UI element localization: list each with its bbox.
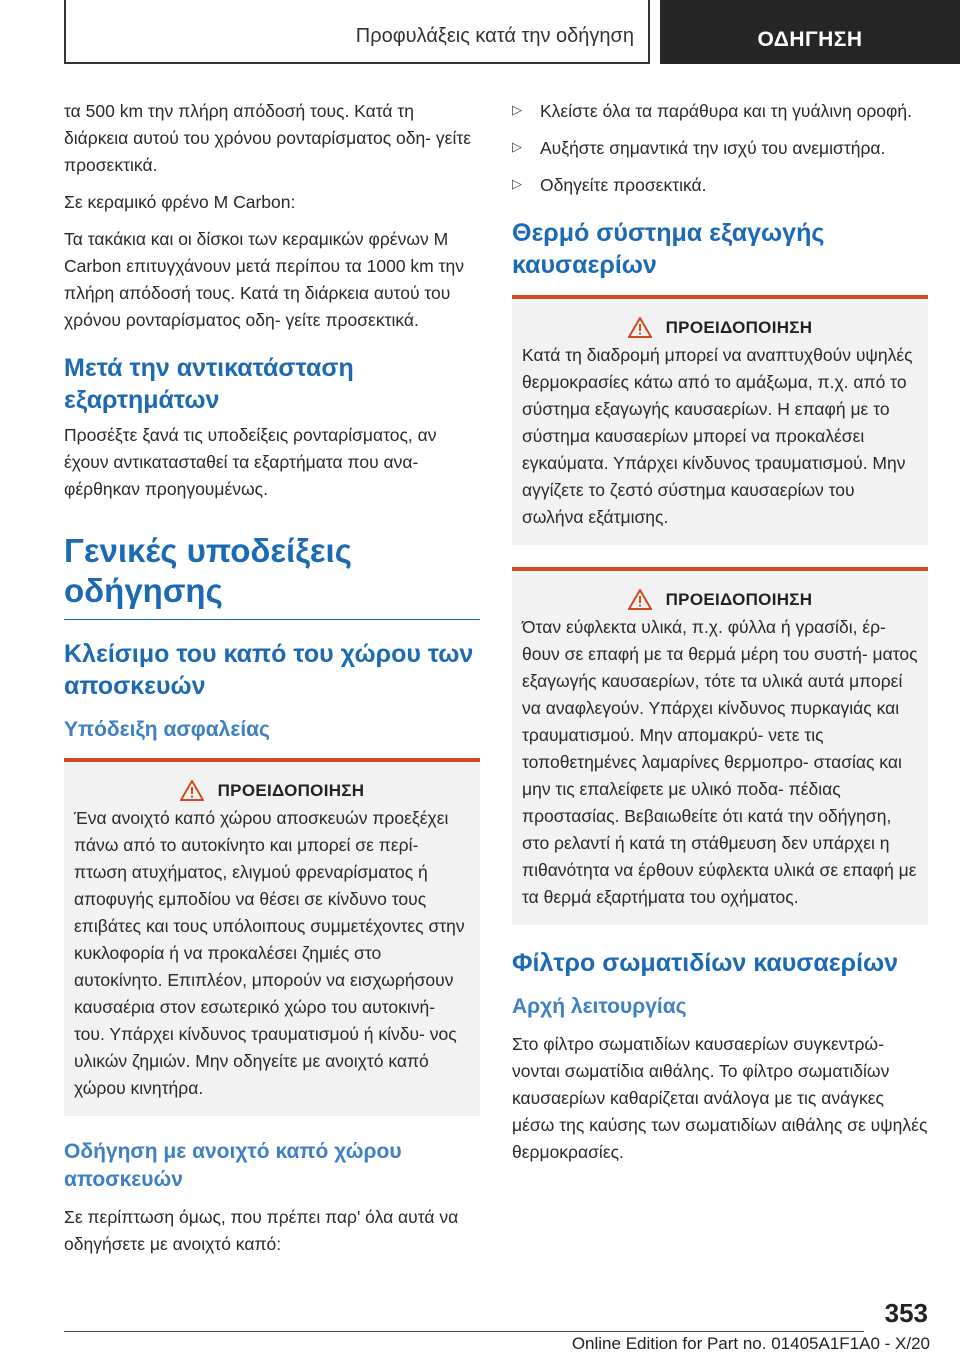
footer-divider — [64, 1331, 864, 1332]
list-item — [512, 98, 928, 125]
heading-safety-note: Υπόδειξη ασφαλείας — [64, 718, 270, 741]
warning-box — [512, 295, 928, 545]
heading-general-driving: Γενικές υποδείξεις οδήγησης — [64, 531, 480, 620]
heading-particle-filter: Φίλτρο σωματιδίων καυσαερίων — [512, 949, 899, 977]
warning-title — [74, 780, 470, 801]
list-item-text: Οδηγείτε προσεκτικά. — [540, 175, 707, 195]
heading-operating-principle: Αρχή λειτουργίας — [512, 995, 687, 1018]
list-item — [512, 135, 928, 162]
warning-triangle-icon — [180, 780, 204, 801]
bullet-triangle-icon: ▷ — [512, 139, 522, 154]
list-item-text: Κλείστε όλα τα παράθυρα και τη γυάλινη οροφή. — [540, 101, 912, 121]
list-item-text: Αυξήστε σημαντικά την ισχύ του ανεμιστήρα. — [540, 138, 886, 158]
paragraph: Στο φίλτρο σωματιδίων καυσαερίων συγκεντρώ‐ νονται σωματίδια αιθάλης. Το φίλτρο σωματιδίων καυσαερίων καθαρίζεται ανάλογα με τις ανάγκες μέσω της καύσης των σωματιδίων αιθάλης σε υψηλές θερμοκρασίες. — [512, 1034, 928, 1162]
warning-title — [522, 589, 918, 610]
chapter-tab — [660, 0, 960, 64]
heading-hot-exhaust: Θερμό σύστημα εξαγωγής καυσαερίων — [512, 219, 825, 279]
heading-trunk-closing: Κλείσιμο του καπό του χώρου των αποσκευών — [64, 640, 474, 700]
warning-text: Κατά τη διαδρομή μπορεί να αναπτυχθούν υψηλές θερμοκρασίες κάτω από το αμάξωμα, π.χ. από το σύστημα εξαγωγής καυσαερίων. Η επαφή με το σύστημα καυσαερίων μπορεί να προκαλέσει εγκαύματα. Υπάρχει κίνδυνος τραυματισμού. Μην αγγίζετε το ζεστό σύστημα καυσαερίων του σωλήνα εξάτμισης. — [522, 345, 913, 527]
heading-open-trunk-driving: Οδήγηση με ανοιχτό καπό χώρου αποσκευών — [64, 1140, 402, 1191]
warning-title-text: ΠΡΟΕΙΔΟΠΟΙΗΣΗ — [665, 317, 813, 337]
paragraph: Τα τακάκια και οι δίσκοι των κεραμικών φρένων M Carbon επιτυγχάνουν μετά περίπου τα 1000 km την πλήρη απόδοσή τους. Κατά τη διάρκεια αυτού του χρόνου ρονταρίσματος οδη‐ γείτε προσεκτικά. — [64, 229, 465, 330]
warning-text: Ένα ανοιχτό καπό χώρου αποσκευών προεξέχει πάνω από το αυτοκίνητο και μπορεί σε περί‐ πτωση ατυχήματος, ελιγμού φρεναρίσματος ή αποφυγής εμποδίου να θέσει σε κίνδυνο τους επιβάτες και τους υπόλοιπους συμμετέχοντες στην κυκλοφορία ή να προκαλέσει ζημιές στο αυτοκίνητο. Επιπλέον, μπορούν να εισχωρήσουν καυσαέρια στον εσωτερικό χώρο του αυτοκινή‐ του. Υπάρχει κίνδυνος τραυματισμού ή κίνδυ‐ νος υλικών ζημιών. Μην οδηγείτε με ανοιχτό καπό χώρου κινητήρα. — [74, 808, 465, 1098]
warning-text: Όταν εύφλεκτα υλικά, π.χ. φύλλα ή γρασίδι, έρ‐ θουν σε επαφή με τα θερμά μέρη του συστή‐ ματος εξαγωγής καυσαερίων, τότε τα υλικά αυτά μπορεί να αναφλεγούν. Υπάρχει κίνδυνος πυρκαγιάς και τραυματισμού. Μην απομακρύ‐ νετε τις τοποθετημένες λαμαρίνες θερμοπρο‐ στασίας και μην τις επαλείφετε με υλικό ποδα‐ πέδιας προστασίας. Βεβαιωθείτε ότι κατά την οδήγηση, στο ρελαντί ή κατά τη στάθμευση δεν υπάρχει η πιθανότητα να έρθουν εύφλεκτα υλικά σε επαφή με τα θερμά εξαρτήματα του οχήματος. — [522, 617, 918, 907]
warning-box — [64, 758, 480, 1116]
warning-title-text: ΠΡΟΕΙΔΟΠΟΙΗΣΗ — [665, 589, 813, 609]
bullet-triangle-icon: ▷ — [512, 176, 522, 191]
warning-title-text: ΠΡΟΕΙΔΟΠΟΙΗΣΗ — [217, 780, 365, 800]
heading-replacement: Μετά την αντικατάσταση εξαρτημάτων — [64, 354, 354, 414]
chapter-title: ΟΔΗΓΗΣΗ — [757, 28, 863, 51]
warning-box — [512, 567, 928, 925]
paragraph: Σε περίπτωση όμως, που πρέπει παρ' όλα αυτά να οδηγήσετε με ανοιχτό καπό: — [64, 1207, 459, 1254]
paragraph: Σε κεραμικό φρένο M Carbon: — [64, 192, 296, 212]
header-section-tab — [64, 0, 650, 64]
list-item — [512, 172, 928, 199]
paragraph: τα 500 km την πλήρη απόδοσή τους. Κατά τη διάρκεια αυτού του χρόνου ρονταρίσματος οδη‐ γείτε προσεκτικά. — [64, 101, 472, 175]
warning-title — [522, 317, 918, 338]
left-column — [64, 98, 480, 1268]
warning-triangle-icon — [628, 317, 652, 338]
paragraph: Προσέξτε ξανά τις υποδείξεις ρονταρίσματος, αν έχουν αντικατασταθεί τα εξαρτήματα που ανα‐ φέρθηκαν προηγουμένως. — [64, 425, 437, 499]
footer-edition: Online Edition for Part no. 01405A1F1A0 - X/20 — [571, 1334, 930, 1353]
bullet-triangle-icon: ▷ — [512, 102, 522, 117]
warning-triangle-icon — [628, 589, 652, 610]
page-number: 353 — [884, 1298, 928, 1328]
right-column — [512, 98, 928, 1176]
header-section-title: Προφυλάξεις κατά την οδήγηση — [355, 25, 634, 47]
